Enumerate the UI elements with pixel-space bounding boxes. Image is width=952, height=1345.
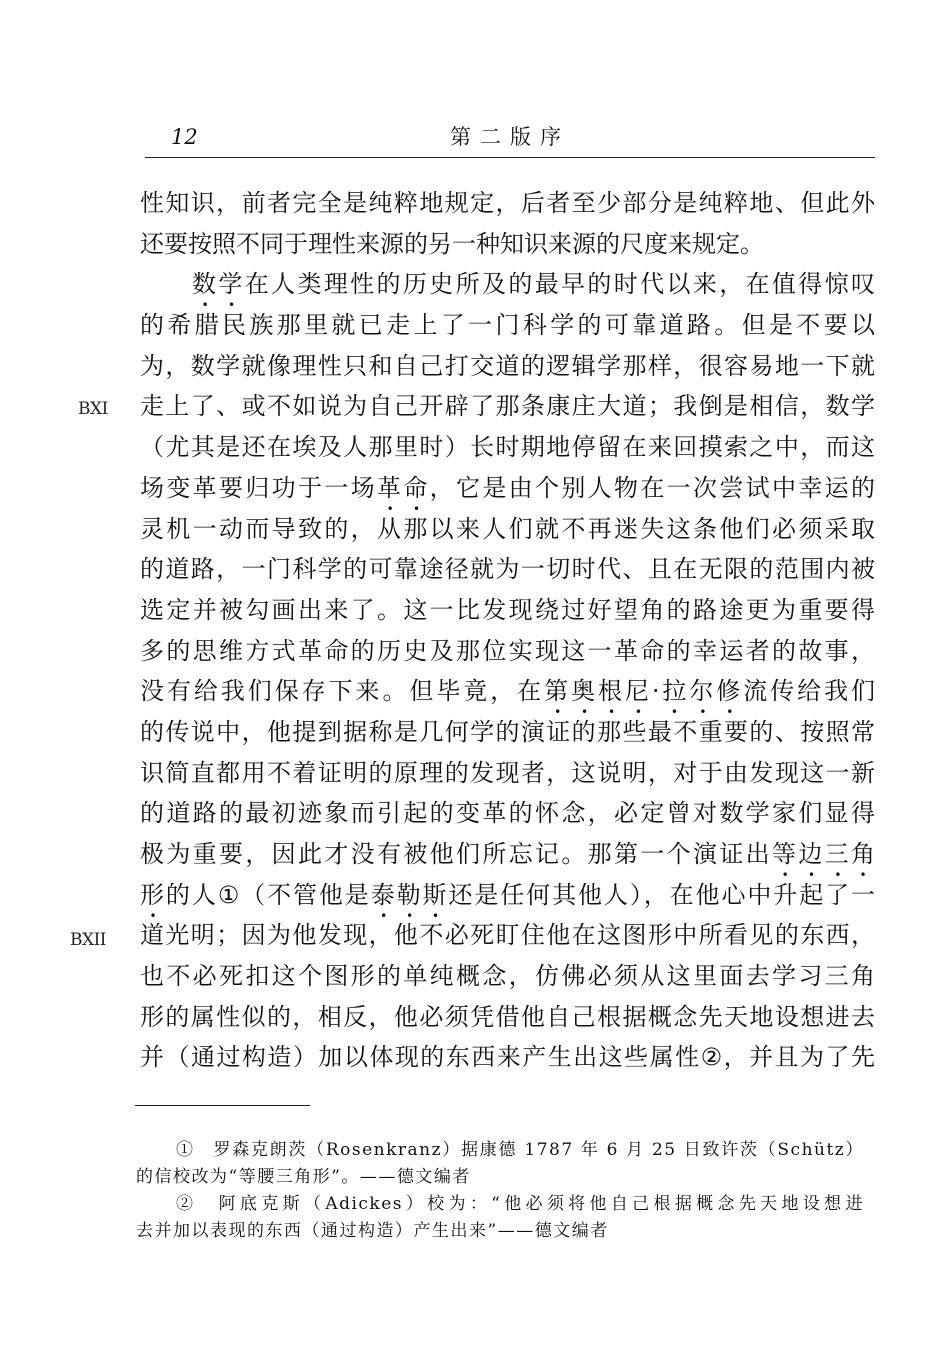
- margin-note-bxii: BXII: [70, 930, 107, 950]
- body-line-rest: 在人类理性的历史所及的最早的时代以来，在值得惊叹: [244, 270, 876, 299]
- header-rule: [145, 157, 875, 158]
- body-line: 没有给我们保存下来。但毕竟，在第奥根尼·拉尔修流传给我们: [140, 677, 876, 706]
- footnotes: [136, 1137, 864, 1245]
- body-line: 识简直都用不着证明的原理的发现者，这说明，对于由发现这一新: [140, 758, 875, 787]
- footnote-2: ② 阿底克斯（Adickes）校为：“他必须将他自己根据概念先天地设想进: [176, 1194, 864, 1214]
- body-line: 形的人①（不管他是泰勒斯还是任何其他人），在他心中升起了一: [140, 880, 876, 909]
- body-line: 场变革要归功于一场革命，它是由个别人物在一次尝试中幸运的: [140, 473, 876, 502]
- running-title: 第二版序: [450, 125, 570, 149]
- body-line: 选定并被勾画出来了。这一比发现绕过好望角的路途更为重要得: [140, 595, 875, 624]
- emphasized-term: 泰勒斯: [370, 880, 449, 909]
- margin-note-bxi: BXI: [78, 399, 108, 419]
- body-line: 道光明；因为他发现，他不必死盯住他在这图形中所看见的东西，: [140, 921, 875, 950]
- body-line: 并（通过构造）加以体现的东西来产生出这些属性②，并且为了先: [140, 1043, 875, 1072]
- page-number: 12: [171, 125, 198, 149]
- body-line: 形的属性似的，相反，他必须凭借他自己根据概念先天地设想进去: [140, 1002, 875, 1031]
- body-line: 灵机一动而导致的，从那以来人们就不再迷失这条他们必须采取: [140, 514, 875, 543]
- body-line: 多的思维方式革命的历史及那位实现这一革命的幸运者的故事，: [140, 636, 875, 665]
- body-line: 性知识，前者完全是纯粹地规定，后者至少部分是纯粹地、但此外: [140, 189, 875, 217]
- body-line: 还要按照不同于理性来源的另一种知识来源的尺度来规定。: [140, 229, 764, 258]
- body-line: 的希腊民族那里就已走上了一门科学的可靠道路。但是不要以: [140, 311, 875, 340]
- emphasized-term: 形: [140, 880, 166, 909]
- footnote-2-cont: 去并加以表现的东西（通过构造）产生出来”——德文编者: [136, 1221, 609, 1241]
- emphasized-term: 数学: [192, 270, 245, 299]
- body-line: [140, 264, 875, 305]
- footnote-rule: [135, 1105, 310, 1106]
- footnote-1-cont: 的信校改为“等腰三角形”。——德文编者: [136, 1167, 471, 1187]
- body-line: 极为重要，因此才没有被他们所忘记。那第一个演证出等边三角: [140, 840, 875, 868]
- body-line: （尤其是还在埃及人那里时）长时期地停留在来回摸索之中，而这: [140, 433, 875, 462]
- body-line: 也不必死扣这个图形的单纯概念，仿佛必须从这里面去学习三角: [140, 962, 875, 991]
- body-line: 为，数学就像理性只和自己打交道的逻辑学那样，很容易地一下就: [140, 351, 875, 380]
- body-line: 走上了、或不如说为自己开辟了那条康庄大道；我倒是相信，数学: [140, 392, 875, 421]
- footnote-1: ① 罗森克朗茨（Rosenkranz）据康德 1787 年 6 月 25 日致许茨（Schütz）: [176, 1140, 864, 1160]
- body-text: [140, 183, 875, 1078]
- body-line: 的传说中，他提到据称是几何学的演证的那些最不重要的、按照常: [140, 717, 875, 746]
- emphasized-term: 革命: [377, 473, 430, 502]
- emphasized-term: 第奥根尼·拉尔修: [544, 677, 744, 706]
- body-line: 的道路的最初迹象而引起的变革的怀念，必定曾对数学家们显得: [140, 799, 875, 828]
- page-header: [145, 122, 875, 158]
- emphasized-term: 等边三角: [772, 840, 875, 868]
- body-line: 的道路，一门科学的可靠途径就为一切时代、且在无限的范围内被: [140, 555, 875, 584]
